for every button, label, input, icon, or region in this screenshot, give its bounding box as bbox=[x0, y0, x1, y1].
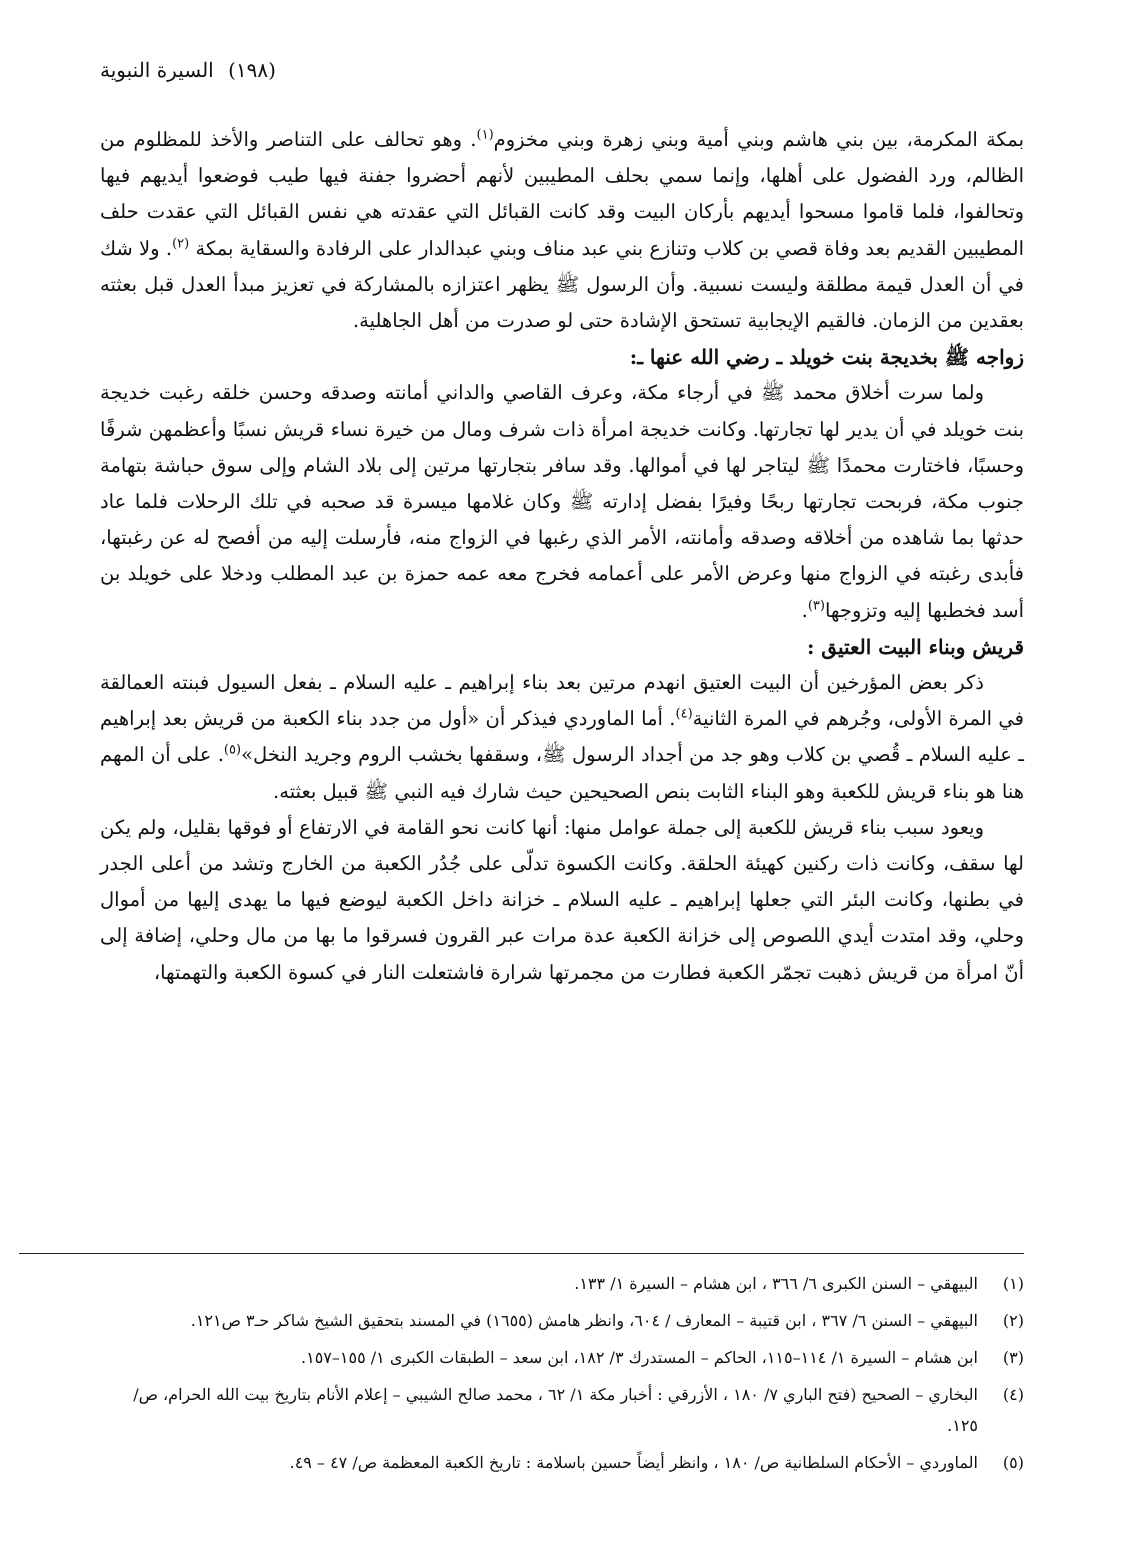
footnote-item bbox=[100, 1447, 1024, 1478]
footnote-text: الماوردي – الأحكام السلطانية ص/ ١٨٠ ، وانظر أيضاً حسين باسلامة : تاريخ الكعبة المعظمة ص/ ٤٧ – ٤٩. bbox=[289, 1453, 978, 1472]
footnote-text: البخاري – الصحيح (فتح الباري ٧/ ١٨٠ ، الأزرقي : أخبار مكة ١/ ٦٢ ، محمد صالح الشيبي – إعلام الأنام بتاريخ بيت الله الحرام، ص/ ١٢٥. bbox=[133, 1385, 978, 1435]
footnote-item bbox=[100, 1342, 1024, 1373]
footnote-ref-1[interactable]: (١) bbox=[476, 127, 494, 143]
main-text bbox=[100, 122, 1024, 991]
paragraph-khadija: ولما سرت أخلاق محمد ﷺ في أرجاء مكة، وعرف القاصي والداني أمانته وصدقه وحسن خلقه رغبت خديجة بنت خويلد في أن يدير لها تجارتها. وكانت خديجة امرأة ذات شرف ومال من خيرة نساء قريش نسبًا وأعظمهن شرفًا وحسبًا، فاختارت محمدًا ﷺ ليتاجر لها في أموالها. وقد سافر بتجارتها مرتين إلى بلاد الشام وإلى سوق حباشة بتهامة جنوب مكة، فربحت تجارتها ربحًا وفيرًا بفضل إدارته ﷺ وكان غلامها ميسرة قد صحبه في تلك الرحلات فلما عاد حدثها بما شاهده من أخلاقه وصدقه وأمانته، الأمر الذي رغبها في الزواج منه، فأرسلت إليه من أفصح له عن رغبتها، فأبدى رغبته في الزواج منها وعرض الأمر على أعمامه فخرج معه عمه حمزة بن عبد المطلب ودخلا على خويلد بن أسد فخطبها إليه وتزوجها$^{(٣)}$. bbox=[100, 381, 1024, 622]
footnote-text: البيهقي – السنن الكبرى ٦/ ٣٦٦ ، ابن هشام – السيرة ١/ ١٣٣. bbox=[574, 1274, 978, 1293]
footnote-ref-4[interactable]: (٤) bbox=[675, 706, 693, 722]
footnote-number: (٢) bbox=[1002, 1311, 1024, 1330]
footnote-text: البيهقي – السنن ٦/ ٣٦٧ ، ابن قتيبة – المعارف / ٦٠٤، وانظر هامش (١٦٥٥) في المسند بتحقيق الشيخ شاكر حـ٣ ص١٢١. bbox=[190, 1311, 978, 1330]
footnote-ref-3[interactable]: (٣) bbox=[807, 598, 825, 614]
heading-kaaba-building: قريش وبناء البيت العتيق : bbox=[806, 634, 1024, 659]
footnote-item bbox=[100, 1305, 1024, 1336]
footnote-separator bbox=[19, 1253, 1024, 1254]
paragraph-kaaba-history: ذكر بعض المؤرخين أن البيت العتيق انهدم مرتين بعد بناء إبراهيم ـ عليه السلام ـ بفعل السيول فبنته العمالقة في المرة الأولى، وجُرهم في المرة الثانية$^{(٤)}$. أما الماوردي فيذكر أن «أول من جدد بناء الكعبة من قريش بعد إبراهيم ـ عليه السلام ـ قُصي بن كلاب وهو جد من أجداد الرسول ﷺ، وسقفها بخشب الروم وجريد النخل»$^{(٥)}$. على أن المهم هنا هو بناء قريش للكعبة وهو البناء الثابت بنص الصحيحين حيث شارك فيه النبي ﷺ قبيل بعثته. bbox=[100, 671, 1025, 803]
footnote-item bbox=[100, 1379, 1024, 1441]
heading-khadija-marriage: زواجه ﷺ بخديجة بنت خويلد ـ رضي الله عنها ـ: bbox=[629, 345, 1024, 370]
footnotes bbox=[100, 1268, 1024, 1484]
footnote-number: (٥) bbox=[1002, 1453, 1024, 1472]
footnote-text: ابن هشام – السيرة ١/ ١١٤–١١٥، الحاكم – المستدرك ٣/ ١٨٢، ابن سعد – الطبقات الكبرى ١/ ١٥٥–١٥٧. bbox=[301, 1348, 978, 1367]
footnote-item bbox=[100, 1268, 1024, 1299]
page-number: (١٩٨) bbox=[228, 58, 276, 82]
running-header bbox=[100, 58, 304, 82]
paragraph-hilf-al-fudul: بمكة المكرمة، بين بني هاشم وبني أمية وبني زهرة وبني مخزوم$^{(١)}$. وهو تحالف على التناصر والأخذ للمظلوم من الظالم، ورد الفضول على أهلها، وإنما سمي بحلف المطيبين لأنهم أحضروا جفنة فيها طيب فوضعوا أيديهم فيها وتحالفوا، فلما قاموا مسحوا أيديهم بأركان البيت وقد كانت القبائل التي عقدته هي نفس القبائل التي عقدت حلف المطيبين القديم بعد وفاة قصي بن كلاب وتنازع بني عبد مناف وبني عبدالدار على الرفادة والسقاية بمكة $^{(٢)}$. ولا شك في أن العدل قيمة مطلقة وليست نسبية. وأن الرسول ﷺ يظهر اعتزازه بالمشاركة في تعزيز مبدأ العدل قبل بعثته بعقدين من الزمان. فالقيم الإيجابية تستحق الإشادة حتى لو صدرت من أهل الجاهلية. bbox=[100, 127, 1024, 333]
footnote-number: (٤) bbox=[1002, 1385, 1024, 1404]
book-title: السيرة النبوية bbox=[100, 58, 214, 82]
footnote-number: (١) bbox=[1002, 1274, 1024, 1293]
footnote-ref-5[interactable]: (٥) bbox=[223, 742, 242, 758]
paragraph-kaaba-reasons: ويعود سبب بناء قريش للكعبة إلى جملة عوامل منها: أنها كانت نحو القامة في الارتفاع أو فوقها بقليل، ولم يكن لها سقف، وكانت ذات ركنين كهيئة الحلقة. وكانت الكسوة تدلّى على جُدُر الكعبة من الخارج وتشد من أعلى الجدر في بطنها، وكانت البئر التي جعلها إبراهيم ـ عليه السلام ـ خزانة داخل الكعبة ليوضع فيها ما يهدى إليها من أموال وحلي، وقد امتدت أيدي اللصوص إلى خزانة الكعبة عدة مرات عبر القرون فسرقوا ما بها من مال وحلي، إضافة إلى أنّ امرأة من قريش ذهبت تجمّر الكعبة فطارت من مجمرتها شرارة فاشتعلت النار في كسوة الكعبة والتهمتها، bbox=[100, 815, 1024, 984]
footnote-number: (٣) bbox=[1002, 1348, 1024, 1367]
footnote-ref-2[interactable]: (٢) bbox=[172, 236, 190, 252]
